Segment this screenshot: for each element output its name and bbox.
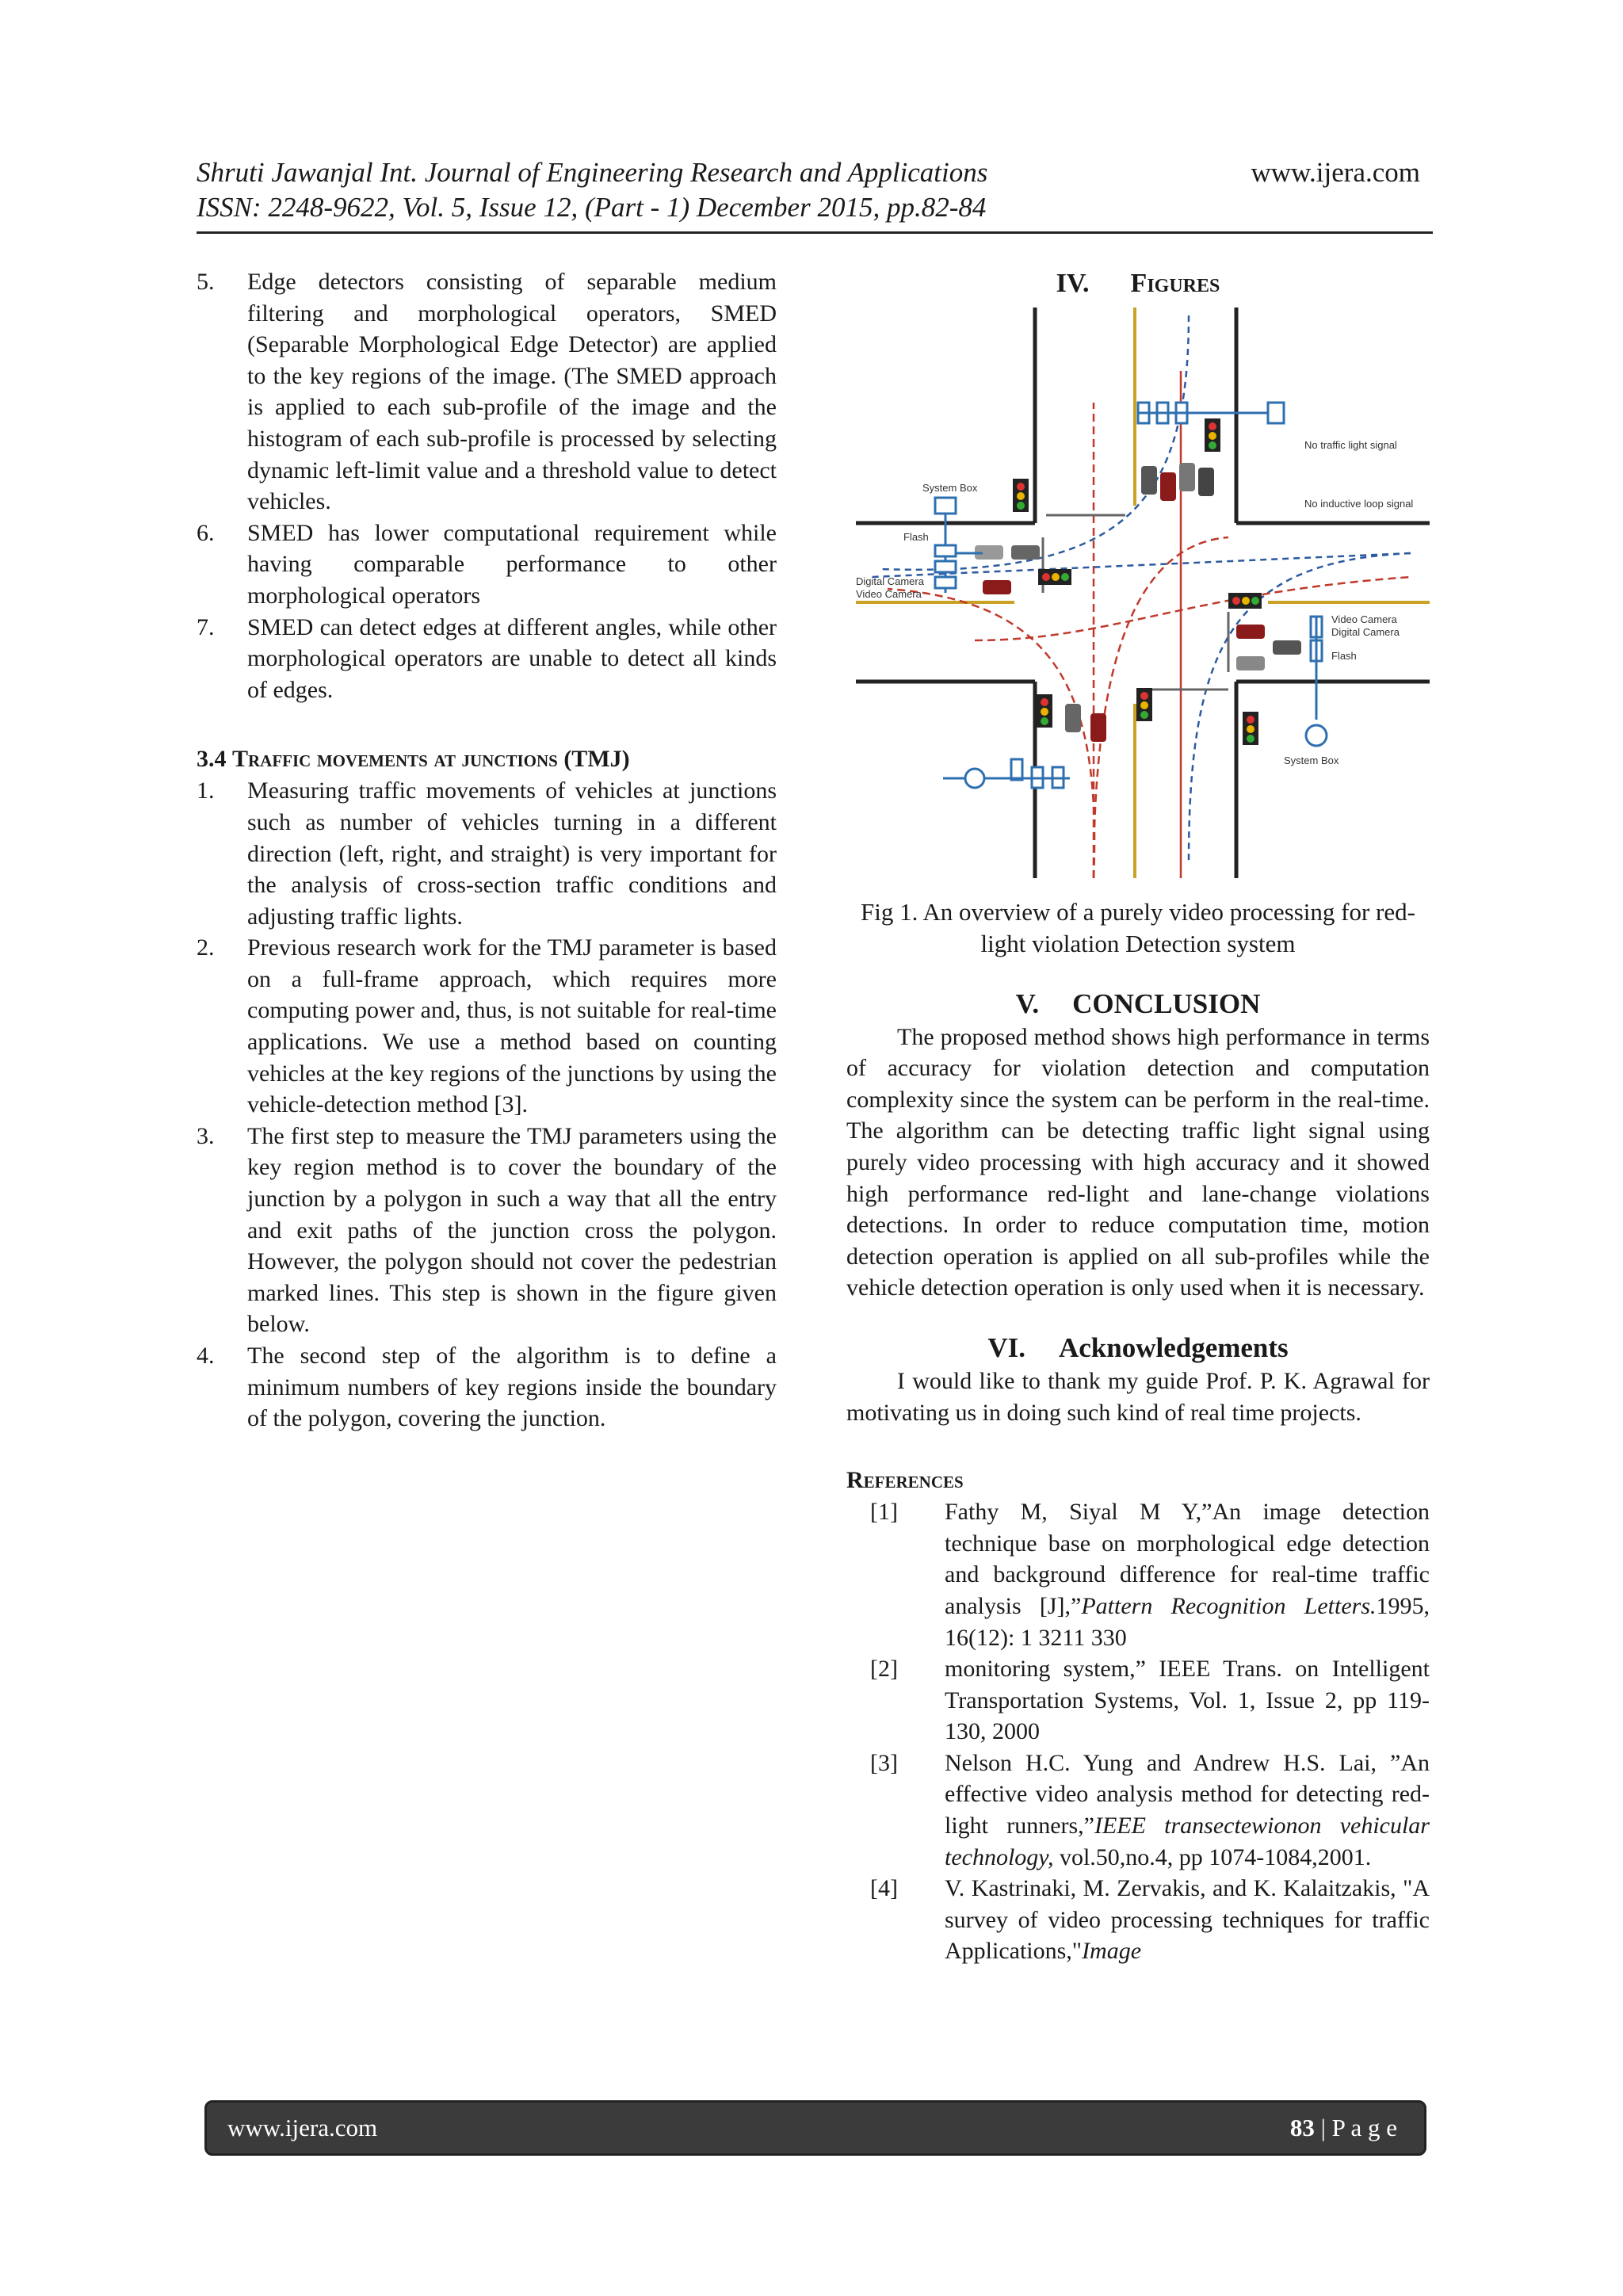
system-box-label: System Box bbox=[922, 482, 978, 494]
reference-item: [2] monitoring system,” IEEE Trans. on Intelligent Transportation Systems, Vol. 1, Issue 2, pp 119-130, 2000 bbox=[870, 1656, 1430, 1745]
no-traffic-light-label: No traffic light signal bbox=[1304, 439, 1397, 451]
figure-caption: Fig 1. An overview of a purely video processing for red-light violation Detection system bbox=[861, 897, 1415, 957]
list-item: 3. The first step to measure the TMJ parameters using the key region method is to cover the boundary of the junction by a polygon in such a way that all the entry and exit paths of the junction cross the polygon. However, the polygon should not cover the pedestrian marked lines. This step is shown in the figure given below. bbox=[197, 1122, 777, 1338]
references-heading: References bbox=[846, 1467, 964, 1494]
list-item: 2. Previous research work for the TMJ parameter is based on a full-frame approach, which requires more computing power and, thus, is not suitable for real-time applications. We use a method based on counting vehicles at the key regions of the junctions by using the vehicle-detection method [3]. bbox=[197, 934, 777, 1118]
journal-line: Shruti Jawanjal Int. Journal of Engineering Research and Applications bbox=[197, 157, 988, 188]
acknowledgements-heading: VI. Acknowledgements bbox=[987, 1331, 1289, 1363]
vehicle-trajectories bbox=[872, 315, 1414, 878]
section-heading-tmj: 3.4 Traffic movements at junctions (TMJ) bbox=[197, 746, 630, 773]
traffic-light-icon bbox=[1013, 418, 1262, 745]
smed-list bbox=[197, 266, 777, 705]
figures-heading: IV. Figures bbox=[1056, 269, 1220, 298]
references-list bbox=[846, 1496, 1430, 1967]
header-rule bbox=[197, 231, 1433, 234]
reference-item: [1] Fathy M, Siyal M Y,”An image detection technique base on morphological edge detection and background difference for real-time traffic analysis [J],”Pattern Recognition Letters.1995, 16(12): 1 3211 330 bbox=[870, 1499, 1430, 1651]
reference-item: [3] Nelson H.C. Yung and Andrew H.S. Lai, ”An effective video analysis method for detecting red-light runners,”IEEE transectewionon vehicular technology, vol.50,no.4, pp 1074-1084,2001. bbox=[870, 1749, 1430, 1870]
no-inductive-loop-label: No inductive loop signal bbox=[1304, 498, 1414, 510]
system-box-label: System Box bbox=[1284, 755, 1339, 766]
intersection-figure bbox=[856, 308, 1430, 878]
right-column bbox=[846, 266, 1430, 1967]
list-item: 5. Edge detectors consisting of separable medium filtering and morphological operators, SMED (Separable Morphological Edge Detector) are applied to the key regions of the image. (The SMED approach is applied to each sub-profile of the image and the histogram of each sub-profile is processed by selecting dynamic left-limit value and a threshold value to detect vehicles. bbox=[197, 269, 777, 515]
running-header bbox=[197, 155, 987, 225]
footer-website[interactable]: www.ijera.com bbox=[227, 2114, 378, 2141]
list-item: 6. SMED has lower computational requirement while having comparable performance to other morphological operators bbox=[197, 519, 777, 609]
stop-lines bbox=[1043, 515, 1228, 690]
tmj-list bbox=[197, 775, 777, 1434]
video-camera-label: Video Camera bbox=[1331, 613, 1397, 625]
header-website[interactable]: www.ijera.com bbox=[1251, 157, 1420, 188]
acknowledgements-text: I would like to thank my guide Prof. P. K. Agrawal for motivating us in doing such kind of real time projects. bbox=[846, 1367, 1430, 1426]
video-camera-label: Video Camera bbox=[856, 588, 922, 600]
flash-label: Flash bbox=[903, 531, 929, 543]
digital-camera-label: Digital Camera bbox=[1331, 626, 1400, 638]
list-item: 1. Measuring traffic movements of vehicles at junctions such as number of vehicles turning in a different direction (left, right, and straight) is very important for the analysis of cross-section traffic conditions and adjusting traffic lights. bbox=[197, 777, 777, 930]
list-item: 7. SMED can detect edges at different angles, while other morphological operators are unable to detect all kinds of edges. bbox=[197, 613, 777, 703]
page-footer bbox=[204, 2100, 1426, 2156]
conclusion-text: The proposed method shows high performance in terms of accuracy for violation detection and computation complexity since the system can be perform in the real-time. The algorithm can be detecting traffic light signal using purely video processing with high accuracy and it showed high performance red-light and lane-change violations detections. In order to reduce computation time, motion detection operation is applied on all sub-profiles while the vehicle detection operation is only used when it is necessary. bbox=[846, 1023, 1430, 1301]
issn-line: ISSN: 2248-9622, Vol. 5, Issue 12, (Part - 1) December 2015, pp.82-84 bbox=[197, 192, 987, 223]
page-number: 83 | P a g e bbox=[1289, 2114, 1397, 2141]
digital-camera-label: Digital Camera bbox=[856, 575, 924, 587]
list-item: 4. The second step of the algorithm is to define a minimum numbers of key regions inside the boundary of the polygon, covering the junction. bbox=[197, 1343, 777, 1432]
camera-assembly bbox=[935, 403, 1327, 788]
conclusion-heading: V. CONCLUSION bbox=[1015, 988, 1261, 1019]
flash-label: Flash bbox=[1331, 650, 1357, 662]
reference-item: [4] V. Kastrinaki, M. Zervakis, and K. Kalaitzakis, "A survey of video processing techniques for traffic Applications,"Image bbox=[870, 1875, 1430, 1965]
left-column bbox=[197, 266, 777, 1435]
